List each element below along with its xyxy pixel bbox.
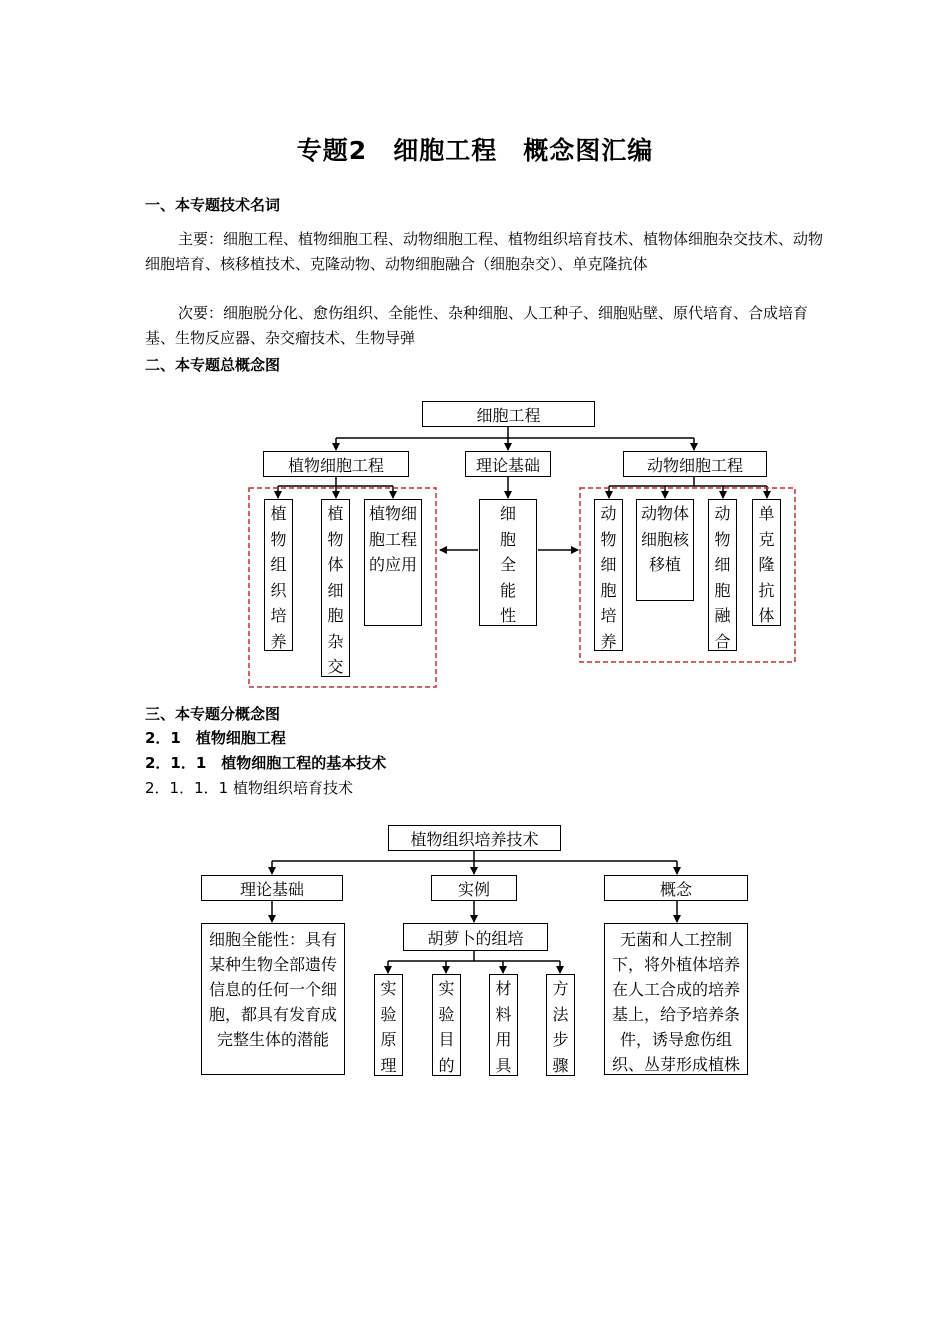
section1-heading: 一、本专题技术名词 <box>145 196 281 214</box>
node-d2-example: 实例 <box>431 875 517 901</box>
main-terms: 主要：细胞工程、植物细胞工程、动物细胞工程、植物组织培育技术、植物体细胞杂交技术、动物细胞培育、核移植技术、克隆动物、动物细胞融合（细胞杂交）、单克隆抗体 <box>145 230 824 273</box>
node-d2-carrot-culture: 胡萝卜的组培 <box>403 923 548 951</box>
section3-heading: 三、本专题分概念图 <box>145 705 281 723</box>
subsection-2-1: 2．1 植物细胞工程 <box>145 729 286 747</box>
subsection-2-1-1-1: 2．1．1．1 植物组织培育技术 <box>145 779 353 797</box>
node-plant-cell-engineering: 植物细胞工程 <box>263 451 409 477</box>
subsection-2-1-1: 2．1．1 植物细胞工程的基本技术 <box>145 754 387 772</box>
node-animal-cell-fusion-text: 动物细胞融合 <box>714 504 731 651</box>
node-d2-materials <box>489 974 518 1076</box>
node-monoclonal-antibody-text: 单克隆抗体 <box>758 504 775 625</box>
node-plant-tissue-culture-text: 植物组织培养 <box>270 504 287 651</box>
section2-heading: 二、本专题总概念图 <box>145 356 281 374</box>
node-d2-totipotency-text: 细胞全能性：具有某种生物全部遗传信息的任何一个细胞，都具有发育成完整生体的潜能 <box>201 923 345 1075</box>
node-d2-concept-text: 无菌和人工控制下，将外植体培养在人工合成的培养基上，给予培养条件，诱导愈伤组织、丛芽形成植株 <box>604 923 748 1075</box>
node-d2-concept: 概念 <box>604 875 748 901</box>
node-animal-cell-engineering: 动物细胞工程 <box>623 451 767 477</box>
node-d2-purpose-text: 实验目的 <box>438 979 455 1075</box>
node-cell-engineering: 细胞工程 <box>422 401 595 427</box>
node-d2-principle <box>374 974 403 1076</box>
node-plant-somatic-hybrid-text: 植物体细胞杂交 <box>327 504 344 676</box>
node-plant-tissue-culture-tech: 植物组织培养技术 <box>388 825 561 851</box>
node-d2-steps <box>546 974 575 1076</box>
node-cell-totipotency-text: 细胞全能性 <box>499 504 516 625</box>
node-theory-basis: 理论基础 <box>465 451 551 477</box>
node-d2-materials-text: 材料用具 <box>495 979 512 1075</box>
node-d2-purpose <box>432 974 461 1076</box>
secondary-terms: 次要：细胞脱分化、愈伤组织、全能性、杂种细胞、人工种子、细胞贴壁、原代培育、合成培育基、生物反应器、杂交瘤技术、生物导弹 <box>145 304 809 347</box>
node-animal-nuclear-transfer-text: 动物体细胞核移植 <box>640 504 689 574</box>
page-title: 专题2 细胞工程 概念图汇编 <box>296 136 654 165</box>
node-d2-steps-text: 方法步骤 <box>552 979 569 1075</box>
node-d2-principle-text: 实验原理 <box>380 979 397 1075</box>
node-animal-cell-culture-text: 动物细胞培养 <box>600 504 617 651</box>
node-d2-theory-basis: 理论基础 <box>201 875 343 901</box>
node-plant-application-text: 植物细胞工程的应用 <box>368 504 417 574</box>
